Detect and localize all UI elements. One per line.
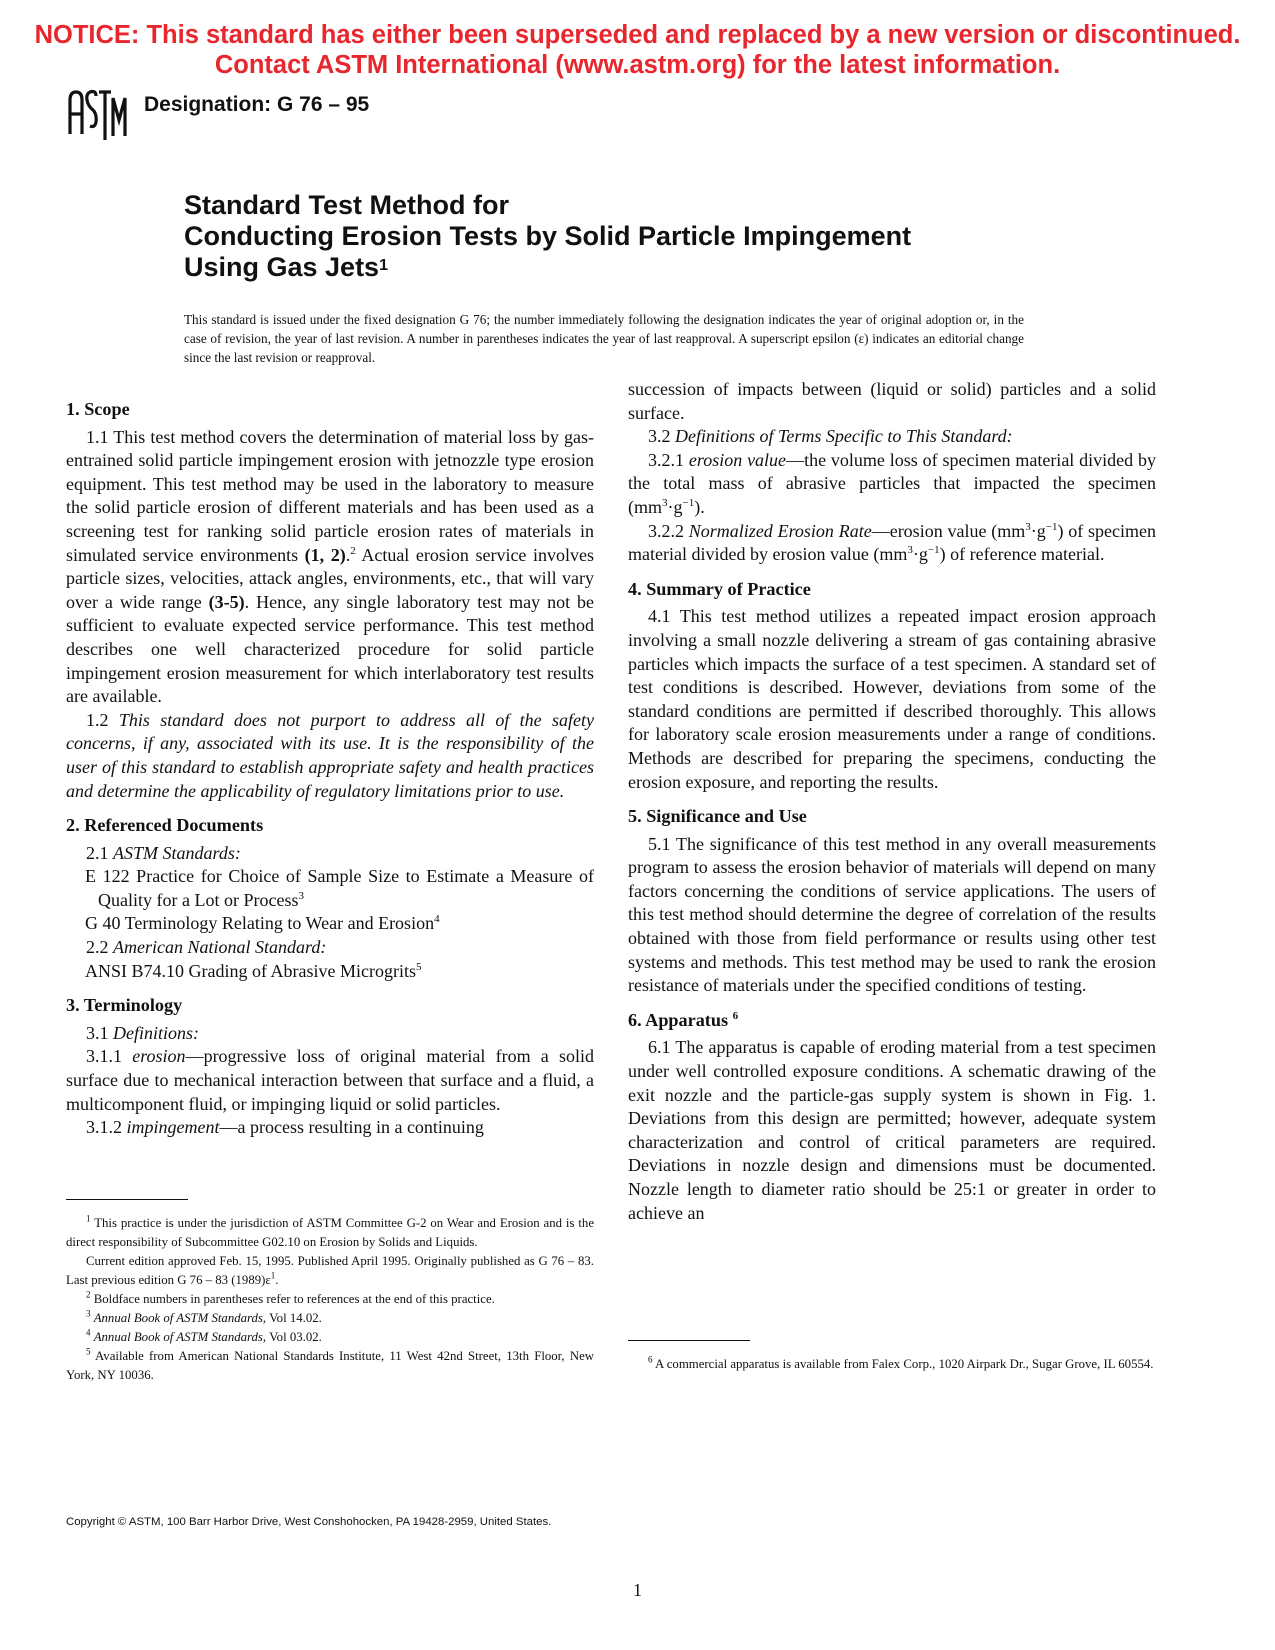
footnote-4: $^4$ Annual Book of ASTM Standards, Vol 03.02. bbox=[86, 1327, 322, 1344]
designation: Designation: G 76 – 95 bbox=[144, 93, 370, 116]
footnote-3: $^3$ Annual Book of ASTM Standards, Vol 14.02. bbox=[86, 1308, 322, 1325]
title-line-1: Standard Test Method for bbox=[184, 190, 510, 220]
paragraph-1-1: 1.1 This test method covers the determination of material loss by gas-entrained solid particle impingement erosion with jetnozzle type erosion equipment. This test method may be used in the laboratory to measure the solid particle erosion of different materials and has been used as a screening test for ranking solid particle erosion rates of materials in simulated service environments (1, 2).$^2$ Actual erosion service involves particle sizes, velocities, attack angles, environments, etc., that will vary over a wide range (3-5). Hence, any single laboratory test may not be sufficient to evaluate expected service performance. This test method describes one well characterized procedure for solid particle impingement erosion measurement for which interlaboratory test results are available. bbox=[66, 426, 595, 707]
footnote-2: $^2$ Boldface numbers in parentheses refer to references at the end of this practice. bbox=[86, 1289, 495, 1306]
paragraph-1-2: 1.2 This standard does not purport to address all of the safety concerns, if any, associated with its use. It is the responsibility of the user of this standard to establish appropriate safety and health practices and determine the applicability of regulatory limitations prior to use. bbox=[66, 709, 595, 801]
section-heading-apparatus: 6. Apparatus $^6$ bbox=[628, 1009, 739, 1030]
footnote-1b: Current edition approved Feb. 15, 1995. Published April 1995. Originally published as G 76 – 83. Last previous edition G 76 – 83 $(1989)\varepsilon^1$. bbox=[66, 1254, 594, 1287]
section-heading-summary: 4. Summary of Practice bbox=[628, 578, 811, 599]
notice-line-2: Contact ASTM International (www.astm.org) for the latest information. bbox=[214, 51, 1061, 79]
footnote-5: $^5$ Available from American National Standards Institute, 11 West 42nd Street, 13th Floor, New York, NY 10036. bbox=[66, 1346, 594, 1382]
right-footnotes bbox=[628, 1355, 1156, 1374]
footnote-6: $^6$ A commercial apparatus is available from Falex Corp., 1020 Airpark Dr., Sugar Grove, IL 60554. bbox=[648, 1354, 1154, 1371]
paragraph-3-1: 3.1 Definitions: bbox=[86, 1022, 199, 1043]
section-heading-referenced-documents: 2. Referenced Documents bbox=[66, 815, 264, 836]
footnote-rule-right bbox=[628, 1340, 750, 1341]
paragraph-3-2: 3.2 Definitions of Terms Specific to This Standard: bbox=[648, 426, 1013, 447]
page-number: 1 bbox=[633, 1580, 642, 1600]
copyright: Copyright © ASTM, 100 Barr Harbor Drive, West Conshohocken, PA 19428-2959, United States. bbox=[66, 1516, 552, 1528]
paragraph-6-1: 6.1 The apparatus is capable of eroding material from a test specimen under well controlled exposure conditions. A schematic drawing of the exit nozzle and the particle-gas supply system is shown in Fig. 1. Deviations from this design are permitted; however, adequate system characterization and control of critical parameters are required. Deviations in nozzle design and dimensions must be documented. Nozzle length to diameter ratio should be 25:1 or greater in order to achieve an bbox=[628, 1037, 1156, 1223]
title-footnote-mark: 1 bbox=[379, 257, 388, 274]
issued-note: This standard is issued under the fixed designation G 76; the number immediately following the designation indicates the year of original adoption or, in the case of revision, the year of last revision. A number in parentheses indicates the year of last reapproval. A superscript epsilon (ε) indicates an editorial change since the last revision or reapproval. bbox=[184, 312, 1024, 365]
ref-g40: G 40 Terminology Relating to Wear and Erosion$^4$ bbox=[85, 913, 440, 934]
title-line-2: Conducting Erosion Tests by Solid Particle Impingement bbox=[184, 221, 912, 251]
footnote-1: $^1$ This practice is under the jurisdiction of ASTM Committee G-2 on Wear and Erosion and is the direct responsibility of Subcommittee G02.10 on Erosion by Solids and Liquids. bbox=[66, 1213, 595, 1249]
section-heading-scope: 1. Scope bbox=[66, 399, 130, 419]
right-column bbox=[628, 378, 1156, 1225]
notice-banner bbox=[0, 20, 1275, 80]
section-heading-terminology: 3. Terminology bbox=[66, 995, 183, 1016]
paragraph-2-1: 2.1 ASTM Standards: bbox=[86, 842, 241, 863]
paragraph-3-1-2: 3.1.2 impingement—a process resulting in a continuing bbox=[86, 1117, 484, 1138]
section-heading-significance: 5. Significance and Use bbox=[628, 806, 807, 827]
paragraph-2-2: 2.2 American National Standard: bbox=[86, 937, 327, 958]
paragraph-3-1-2-continued: succession of impacts between (liquid or solid) particles and a solid surface. bbox=[628, 379, 1156, 423]
title-line-3: Using Gas Jets$^1$ bbox=[184, 252, 388, 282]
left-column bbox=[66, 398, 594, 1140]
document-title bbox=[184, 190, 911, 283]
paragraph-3-2-1: 3.2.1 erosion value—the volume loss of specimen material divided by the total mass of abrasive particles that impacted the specimen $(mm^3\cdot g^{-1})$. bbox=[628, 449, 1157, 517]
paragraph-3-1-1: 3.1.1 erosion—progressive loss of original material from a solid surface due to mechanical interaction between that surface and a fluid, a multicomponent fluid, or impinging liquid or solid particles. bbox=[66, 1046, 594, 1114]
left-footnotes bbox=[66, 1214, 594, 1385]
ref-ansi: ANSI B74.10 Grading of Abrasive Microgrits$^5$ bbox=[85, 960, 422, 981]
ref-e122: E 122 Practice for Choice of Sample Size to Estimate a Measure of Quality for a Lot or Process$^3$ bbox=[85, 866, 594, 910]
notice-line-1: NOTICE: This standard has either been superseded and replaced by a new version or discontinued. bbox=[34, 21, 1241, 49]
paragraph-4-1: 4.1 This test method utilizes a repeated impact erosion approach involving a small nozzle delivering a stream of gas containing abrasive particles which impacts the surface of a test specimen. A standard set of test conditions is described. However, deviations from some of the standard conditions are permitted if described thoroughly. This allows for laboratory scale erosion measurements under a range of conditions. Methods are described for preparing the specimens, conducting the erosion exposure, and reporting the results. bbox=[628, 606, 1156, 792]
paragraph-3-2-2: 3.2.2 Normalized Erosion Rate—erosion value $(mm^3\cdot g^{-1})$ of specimen material divided by erosion value $(mm^3\cdot g^{-1})$ of reference material. bbox=[628, 520, 1157, 565]
footnote-rule-left bbox=[66, 1199, 188, 1200]
paragraph-5-1: 5.1 The significance of this test method in any overall measurements program to assess the erosion behavior of materials will depend on many factors concerning the conditions of service applications. The users of this test method should determine the degree of correlation of the results obtained with those from field performance or results using other test systems and methods. This test method may be used to rank the erosion resistance of materials under the specified conditions of testing. bbox=[628, 833, 1156, 996]
astm-logo-icon bbox=[66, 86, 128, 142]
